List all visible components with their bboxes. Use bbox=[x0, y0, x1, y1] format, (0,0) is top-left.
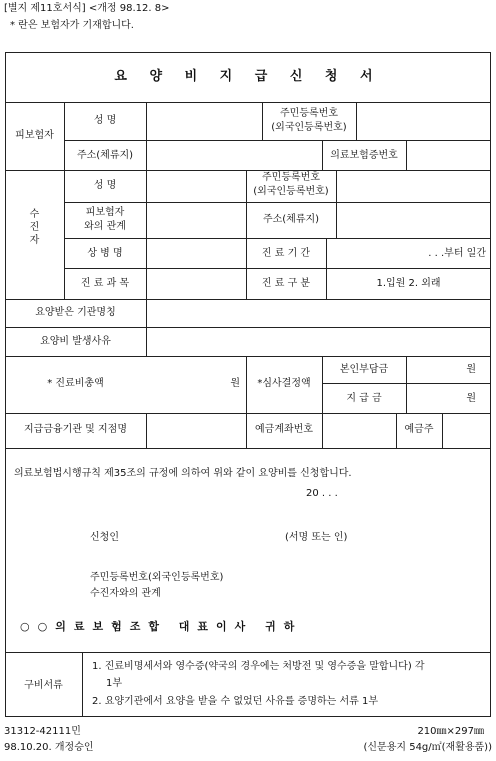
treatment-period-label: 진 료 기 간 bbox=[261, 248, 311, 259]
payment-label: 지 급 금 bbox=[346, 393, 382, 404]
patient-address-label: 주소(체류지) bbox=[262, 214, 320, 225]
approval-note: 98.10.20. 개정승인 bbox=[4, 742, 94, 753]
holder-label: 예금주 bbox=[404, 424, 434, 435]
relation-label-sub: 와의 관계 bbox=[84, 221, 126, 232]
department-label: 진 료 과 목 bbox=[80, 278, 130, 289]
total-charge-unit: 원 bbox=[230, 378, 240, 389]
account-field[interactable] bbox=[324, 415, 394, 446]
patient-name-label: 성 명 bbox=[93, 180, 117, 191]
form-note: * 란은 보험자가 기재합니다. bbox=[10, 20, 134, 31]
insured-name-field[interactable] bbox=[148, 104, 260, 138]
bank-label: 지급금융기관 및 지점명 bbox=[24, 424, 127, 435]
disease-field[interactable] bbox=[148, 240, 244, 266]
account-label: 예금계좌번호 bbox=[255, 424, 313, 435]
signature-label[interactable]: (서명 또는 인) bbox=[285, 532, 348, 543]
applicant-relation-label: 수진자와의 관계 bbox=[90, 588, 161, 599]
relation-field[interactable] bbox=[148, 204, 244, 236]
treatment-type-label: 진 료 구 분 bbox=[261, 278, 311, 289]
insurance-card-field[interactable] bbox=[408, 142, 489, 168]
insured-address-field[interactable] bbox=[148, 142, 320, 168]
copay-label: 본인부담금 bbox=[339, 364, 389, 375]
holder-field[interactable] bbox=[444, 415, 489, 446]
patient-rrn-label-sub: (외국인등록번호) bbox=[253, 186, 329, 197]
patient-address-field[interactable] bbox=[338, 204, 489, 236]
insured-section-label: 피보험자 bbox=[15, 130, 54, 141]
institution-label: 요양받은 기관명칭 bbox=[35, 307, 116, 318]
documents-label: 구비서류 bbox=[24, 680, 63, 691]
application-date[interactable]: 20 . . . bbox=[306, 488, 338, 499]
applicant-rrn-label: 주민등록번호(외국인등록번호) bbox=[90, 572, 224, 583]
patient-section-label: 수 진 자 bbox=[29, 209, 40, 246]
document-item-1: 1. 진료비명세서와 영수증(약국의 경우에는 처방전 및 영수증을 말합니다) 각 bbox=[92, 661, 425, 672]
reason-field[interactable] bbox=[148, 329, 489, 354]
relation-label: 피보험자 bbox=[85, 207, 125, 218]
paper-spec: (신문용지 54g/㎡(재활용품)) bbox=[363, 742, 492, 753]
addressee: ○○의료보험조합 대표이사 귀하 bbox=[20, 620, 303, 633]
disease-label: 상 병 명 bbox=[87, 248, 123, 259]
treatment-period-value[interactable]: . . .부터 일간 bbox=[428, 248, 486, 259]
form-reference: [별지 제11호서식] <개정 98.12. 8> bbox=[4, 3, 170, 14]
department-field[interactable] bbox=[148, 270, 244, 297]
payment-unit: 원 bbox=[466, 393, 476, 404]
patient-rrn-label: 주민등록번호 bbox=[262, 172, 320, 183]
copay-unit: 원 bbox=[466, 364, 476, 375]
document-item-2: 2. 요양기관에서 요양을 받을 수 없었던 사유를 증명하는 서류 1부 bbox=[92, 696, 379, 707]
total-charge-label: * 진료비총액 bbox=[47, 378, 104, 389]
institution-field[interactable] bbox=[148, 301, 489, 325]
document-item-1-cont: 1부 bbox=[106, 678, 123, 689]
insured-rrn-label: 주민등록번호 bbox=[280, 108, 338, 119]
patient-rrn-field[interactable] bbox=[338, 172, 489, 200]
reason-label: 요양비 발생사유 bbox=[40, 336, 111, 347]
treatment-type-value[interactable]: 1.입원 2. 외래 bbox=[376, 278, 441, 289]
form-code: 31312-42111민 bbox=[4, 726, 81, 737]
bank-field[interactable] bbox=[148, 415, 244, 446]
form-title: 요 양 비 지 급 신 청 서 bbox=[114, 69, 382, 84]
patient-name-field[interactable] bbox=[148, 172, 244, 200]
applicant-label: 신청인 bbox=[90, 532, 119, 543]
insured-rrn-field[interactable] bbox=[358, 104, 489, 138]
insured-name-label: 성 명 bbox=[93, 115, 117, 126]
review-amount-label: *심사결정액 bbox=[257, 378, 311, 389]
insured-rrn-label-sub: (외국인등록번호) bbox=[271, 122, 347, 133]
paper-size: 210㎜×297㎜ bbox=[417, 726, 484, 737]
application-statement: 의료보험법시행규칙 제35조의 규정에 의하여 위와 같이 요양비를 신청합니다. bbox=[14, 468, 352, 479]
insurance-card-label: 의료보험증번호 bbox=[330, 150, 398, 161]
insured-address-label: 주소(체류지) bbox=[76, 150, 134, 161]
